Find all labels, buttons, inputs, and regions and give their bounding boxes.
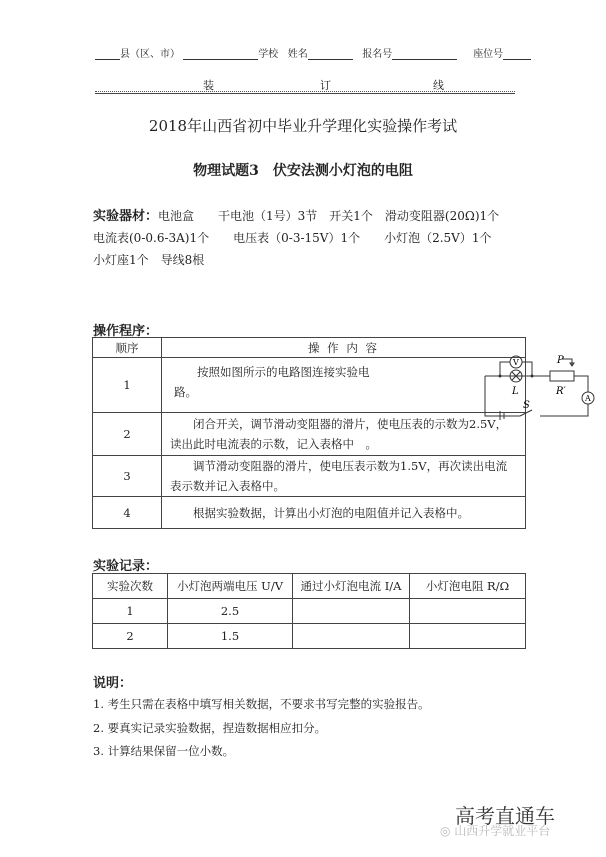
table-row [93,358,526,413]
binding-line [95,80,515,92]
binding-char: 线 [433,79,444,92]
circuit-diagram [480,354,600,420]
step-number: 4 [93,497,162,529]
binding-char: 订 [320,79,331,92]
candidate-info-line [95,45,531,60]
materials-label: 实验器材： [93,209,159,224]
resistance-input-cell[interactable] [410,624,526,649]
procedure-table [92,337,591,529]
note-item: 3. 计算结果保留一位小数。 [93,744,235,758]
step-text: 根据实验数据，计算出小灯泡的电阻值并记入表格中。 [162,497,526,529]
col-header: 通过小灯泡电流 I/A [293,574,410,599]
table-row [93,456,526,497]
step-number: 3 [93,456,162,497]
cell: 2 [93,624,168,649]
table-row [93,599,526,624]
seat-label: 座位号 [473,49,504,60]
notes-label: 说明： [93,676,133,691]
col-header: 小灯泡电阻 R/Ω [410,574,526,599]
table-row [93,624,526,649]
materials-line [93,205,499,224]
col-header: 实验次数 [93,574,168,599]
note-item: 1. 考生只需在表格中填写相关数据，不要求书写完整的实验报告。 [93,697,430,711]
page-subtitle: 物理试题3 伏安法测小灯泡的电阻 [193,163,413,179]
cell: 2.5 [168,599,293,624]
record-label: 实验记录： [93,559,159,574]
col-header: 操 作 内 容 [162,338,526,358]
step-number: 1 [93,358,162,413]
table-row [93,497,526,529]
ammeter-label: A [585,394,591,403]
note-item: 2. 要真实记录实验数据，捏造数据相应扣分。 [93,721,327,735]
lamp-label: L [512,386,519,397]
table-row [93,413,526,456]
watermark-source-text: 山西升学就业平台 [454,824,551,838]
step-text: 闭合开关，调节滑动变阻器的滑片，使电压表的示数为2.5V，读出此时电流表的示数，记入表格中 。 [162,413,526,456]
step-content [162,355,591,413]
col-header: 顺序 [93,338,162,358]
step-text: 调节滑动变阻器的滑片，使电压表示数为1.5V，再次读出电流表示数并记入表格中。 [162,456,526,497]
step-number: 2 [93,413,162,456]
watermark-title: 高考直通车 [455,804,555,828]
current-input-cell[interactable] [293,599,410,624]
wechat-icon: ◎ [440,824,455,838]
procedure-label: 操作程序： [93,324,159,339]
step-text: 按照如图所示的电路图连接实验电路。 [174,365,370,399]
switch-label: S [523,400,530,411]
cell: 1.5 [168,624,293,649]
county-label: 县（区、市） [120,49,180,60]
current-input-cell[interactable] [293,624,410,649]
slider-label: P [557,355,564,366]
materials-text: 电池盒 干电池（1号）3节 开关1个 滑动变阻器(20Ω)1个 [158,209,500,223]
school-label: 学校 [258,49,279,60]
page-title: 2018年山西省初中毕业升学理化实验操作考试 [148,117,458,135]
divider [95,93,515,94]
materials-text: 电流表(0-0.6-3A)1个 电压表（0-3-15V）1个 小灯泡（2.5V）1个 [93,231,492,245]
col-header: 小灯泡两端电压 U/V [168,574,293,599]
rheostat-label: R′ [556,386,566,397]
voltmeter-label: V [513,358,519,367]
record-table [92,573,526,649]
cell: 1 [93,599,168,624]
name-label: 姓名 [287,49,308,60]
materials-text: 小灯座1个 导线8根 [93,253,205,267]
watermark-source [440,822,550,839]
reg-no-label: 报名号 [362,49,393,60]
resistance-input-cell[interactable] [410,599,526,624]
binding-char: 装 [203,79,214,92]
